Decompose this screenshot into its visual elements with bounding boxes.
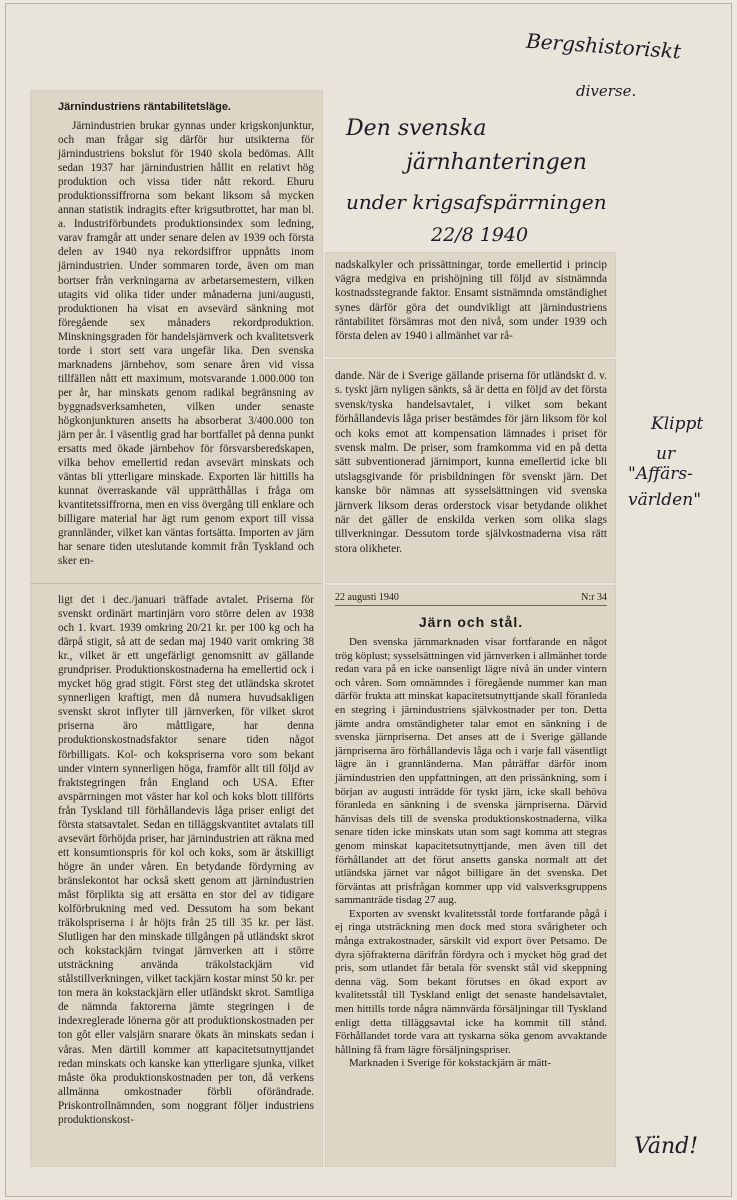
clipping-paragraph-1: Den svenska järnmarknaden visar fortfarande en något trög köplust; sysselsättningen vid järnverken i allmänhet torde redan vara på en icke oansenligt lägre nivå än under vintern och våren. Som omnämndes i föregående nummer kan man därför frukta att minskat kapacitetsutnyttjande skall föranleda en stegring i järnindustriens självkostnader per ton. Detta jämte andra omständigheter talar emot en sänkning i de svenska järnpriserna. Det anses att de i Sverige gällande järnpriserna äro förhållandevis låga och i varje fall väsentligt lägre än i grannländerna. Man påträffar därför inom järnindustrien den uppfattningen, att den prissänkning, som i början av augusti inträdde för tyskt järn, icke skall behöva föranleda en sänkning i de svenska järnpriserna. Därvid hänvisas dels till de svenska produktionskostnaderna, vilka senare tiden icke minskats utan som sagt komma att stegras genom minskat kapacitetsutnyttjande, men även till det förhållandet att det förut ansetts ganska normalt att det utländska järnet var något billigare än det svenska. Det förväntas att prisfrågan kommer upp vid valsverksgruppens sammanträde tisdag 27 aug. xyxy=(335,636,607,907)
clipping-body: Järnindustrien brukar gynnas under krigskonjunktur, och man frågar sig därför hur utsikterna för järnindustriens bokslut för 1940 skola bedömas. Allt sedan 1937 har järnindustrien hållit en relativt hög produktion och vissa tider nått rekord. Ehuru produktionssiffrorna som bekant liksom så mycken annan statistik indragits efter krigsutbrottet, har man bl. a. Industriförbundets produktionsindex som ledning, varav framgår att under senare delen av 1939 och första delen av 1940 nya rekordsiffror uppnåtts inom järnindustrien. Under sommaren torde, även om man bortser från verkningarna av arbetarsemestern, vilken utagits vid olika tider under månaderna juni/augusti, produktionen ha visat en avsevärd sänkning mot föregående sex månaders rekordproduktion. Minskningsgraden för handelsjärnverk och kvalitetsverk torde i stort sett vara ungefär lika. Den svenska marknadens järnbehov, som senare åren vid vissa tillfällen nått ett maximum, motsvarande 1.000.000 ton per år, har minskats genom radikal begränsning av byggnadsverksamheten, vilken under senaste högkonjunkturen ansetts ha absorberat 3/400.000 ton järn per år. I väsentlig grad har bortfallet på denna punkt ersatts med ökade järnbehov för försvarsberedskapen, vilka behov emellertid redan avsevärt minskats och väntas bli ytterligare minskade. Exporten lär hittills ha kunnat överraskande väl upprätthållas i fråga om kvantitetssiffrorna, men en viss övergång till enklare och billigare material har ägt rum genom export till vissa grannländer, vilket kan väntas fortsätta. Importen av järn har senare tiden uteslutande kommit från Tyskland och sker en- xyxy=(58,120,314,568)
handwritten-date: 22/8 1940 xyxy=(431,224,529,246)
clipping-title: Järn och stål. xyxy=(418,614,524,630)
clipping-paragraph-2: Exporten av svenskt kvalitetsstål torde fortfarande pågå i ej ringa utsträckning men dock med stora svårigheter och många extrakostnader, särskilt vid export över Petsamo. De dyra sjöfrakterna därifrån fördyra och i mycket hög grad det pris, som utlandet får betala för svenskt stål vid skeppning denna väg. Som bekant förutses en ökad export av kvalitetsstål till Tyskland enligt det senaste handelsavtalet, men hittills torde några nämnvärda försäljningar till Tyskland enligt detta tilläggsavtal icke ha kommit till stånd. Förhållandet torde vara att tyskarna söka genom avvaktande hållning få fram lägre försäljningspriser. xyxy=(335,907,607,1056)
newspaper-clipping-3 xyxy=(326,360,615,582)
clipping-body: nadskalkyler och prissättningar, torde emellertid i princip vägra medgiva en prishöjning till följd av sistnämnda kostnadsstegrande faktor. Ensamt sistnämnda omständighet synes därför göra det oundvikligt att järnindustriens räntabilitet försämras mot den nivå, som under 1939 och första delen av 1940 i allmänhet var rå- xyxy=(335,259,607,343)
handwritten-note-4: världen" xyxy=(628,490,702,510)
issue-date: 22 augusti 1940 xyxy=(335,592,399,603)
clipping-paragraph-3: Marknaden i Sverige för kokstackjärn är mätt- xyxy=(349,1057,552,1070)
newspaper-clipping-1 xyxy=(31,91,322,583)
handwritten-title-1: Den svenska xyxy=(346,116,487,141)
clipping-body: ligt det i dec./januari träffade avtalet. Priserna för svenskt ordinärt martinjärn voro större delen av 1938 och 1. kvart. 1939 omkring 20/21 kr. per 100 kg och ha därpå stigit, så att de sedan maj 1940 varit omkring 38 kr., vilket är ett ungefärligt genomsnitt av gällande grundpriser. Produktionskostnaderna ha emellertid ock i mycket hög grad stigit. Först steg det utländska skrotet synnerligen kraftigt, men då numera huvudsakligen svenskt skrot inflyter till järnverken, för vilket skrot priserna äro måttligare, har denna produktionskostnadsfaktor senare tiden något förbilligats. Kol- och kokspriserna voro som bekant under vintern synnerligen höga, framför allt till följd av fraktstegringen från England och USA. Efter avspärrningen mot väster har kol och koks blott tillförts från Tyskland till förhållandevis låga priser enligt det första statsavtalet. Sedan en tilläggskvantitet avtalats till avsevärt förhöjda priser, har järnindustrien att räkna med ett konsumtionspris för kol och koks, som är åtskilligt högre än under våren. En betydande fördyrning av bränslekontot har också skett genom att järnindustrien måst förplikta sig att ersätta en stor del av tidigare kolförbrukning med ved. Dessutom ha som bekant träkolspriserna i år höjts från 25 till 35 kr. per läst. Slutligen har den minskade tillgången på utländskt skrot och kokstackjärn tvingat järnverken att i större utsträckning använda träkolstackjärn vid stålstillverkningen, vilket tackjärn kostar minst 50 kr. per ton mera än kokstackjärn eller utländskt skrot. Samtliga de nämnda faktorerna jämte stegringen i de indexreglerade lönerna gör att produktionskostnaden per ton gôt eller valsjärn snarare ökats än minskats sedan i våras. Men därtill kommer att kapacitetsutnyttjandet redan minskats och kanske kan ytterligare sjunka, vilket måste öka produktionskostnaden per ton, då verkens allmänna omkostnader förbli oförändrade. Priskontrollnämnden, som noggrant följer industriens produktionskost- xyxy=(58,594,314,1126)
clipping-body: dande. När de i Sverige gällande priserna för utländskt d. v. s. tyskt järn nyligen sänkts, så är detta en följd av det första svensk/tyska handelsavtalet, i vilket som bekant förhållandevis låga priser bestämdes för järn liksom för kol och koks emot att kompensation lämnades i priset för svensk malm. De priser, som framkomma vid en på detta sätt subventionerad järnimport, kunna emellertid icke bli utslagsgivande för prisbildningen för svenskt järn. Det kanske bör nämnas att sysselsättningen vid svenska järnverk liksom deras orderstock visar betydande olikhet när det gäller de enskilda verken som olika slags tillverkningar. Dessutom torde självkostnaderna visa rätt stora olikheter. xyxy=(335,370,607,555)
handwritten-category: Bergshistoriskt xyxy=(525,28,682,64)
handwritten-note-2: ur xyxy=(656,444,676,464)
handwritten-note-1: Klippt xyxy=(651,414,704,434)
clipping-dateline xyxy=(335,592,607,606)
issue-number: N:r 34 xyxy=(581,592,607,603)
newspaper-clipping-4 xyxy=(31,584,322,1166)
handwritten-title-3: under krigsafspärrningen xyxy=(346,190,607,214)
clipping-headline: Järnindustriens räntabilitetsläge. xyxy=(58,101,231,113)
newspaper-clipping-2 xyxy=(326,253,615,356)
handwritten-note-3: "Affärs- xyxy=(628,464,693,484)
archive-sheet xyxy=(5,3,732,1197)
handwritten-turn: Vänd! xyxy=(634,1134,699,1159)
newspaper-clipping-5 xyxy=(326,586,615,1166)
handwritten-subcategory: diverse. xyxy=(576,82,637,100)
handwritten-title-2: järnhanteringen xyxy=(406,150,587,175)
